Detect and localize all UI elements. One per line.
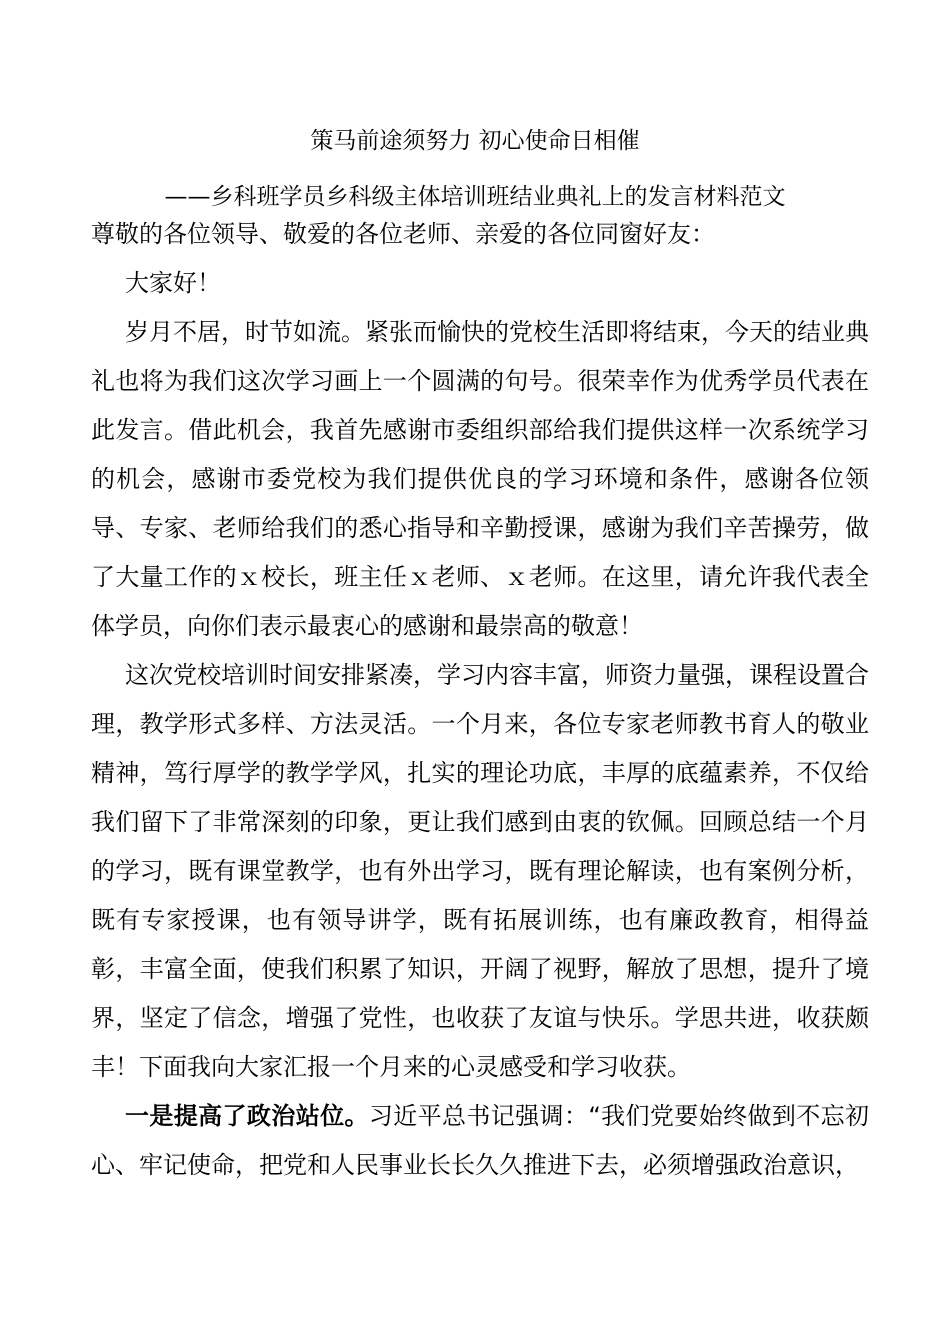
greeting: 大家好！ [125, 269, 221, 297]
paragraph-3-text: 习近平总书记强调：“我们党要始终做到不忘初心、牢记使命，把党和人民事业长长久久推进下去，必须增强政治意识， [91, 1102, 869, 1179]
paragraph-3 [91, 1092, 869, 1190]
document-subtitle: ——乡科班学员乡科级主体培训班结业典礼上的发言材料范文 [164, 184, 786, 210]
document-body [91, 210, 869, 1190]
paragraph-2: 这次党校培训时间安排紧凑，学习内容丰富，师资力量强，课程设置合理，教学形式多样、方法灵活。一个月来，各位专家老师教书育人的敬业精神，笃行厚学的教学学风，扎实的理论功底，丰厚的底蕴素养，不仅给我们留下了非常深刻的印象，更让我们感到由衷的钦佩。回顾总结一个月的学习，既有课堂教学，也有外出学习，既有理论解读，也有案例分析，既有专家授课，也有领导讲学，既有拓展训练，也有廉政教育，相得益彰，丰富全面，使我们积累了知识，开阔了视野，解放了思想，提升了境界，坚定了信念，增强了党性，也收获了友谊与快乐。学思共进，收获颇丰！下面我向大家汇报一个月来的心灵感受和学习收获。 [91, 661, 869, 1081]
salutation: 尊敬的各位领导、敬爱的各位老师、亲爱的各位同窗好友： [91, 220, 715, 248]
paragraph-1: 岁月不居，时节如流。紧张而愉快的党校生活即将结束，今天的结业典礼也将为我们这次学习画上一个圆满的句号。很荣幸作为优秀学员代表在此发言。借此机会，我首先感谢市委组织部给我们提供这样一次系统学习的机会，感谢市委党校为我们提供优良的学习环境和条件，感谢各位领导、专家、老师给我们的悉心指导和辛勤授课，感谢为我们辛苦操劳，做了大量工作的ｘ校长，班主任ｘ老师、ｘ老师。在这里，请允许我代表全体学员，向你们表示最衷心的感谢和最崇高的敬意！ [91, 318, 869, 640]
document-title: 策马前途须努力 初心使命日相催 [310, 128, 640, 154]
paragraph-3-lead: 一是提高了政治站位。 [125, 1102, 369, 1130]
